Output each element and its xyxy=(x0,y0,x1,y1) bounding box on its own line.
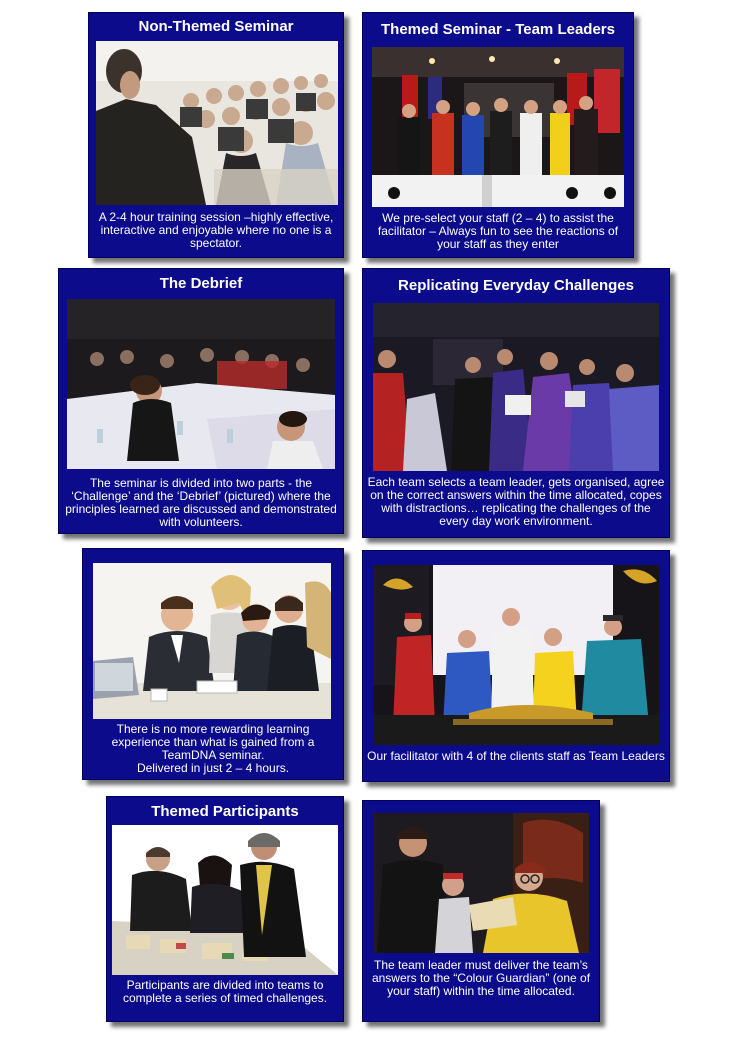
card-caption: Participants are divided into teams to complete a series of timed challenges. xyxy=(122,978,328,1005)
caption-line: There is no more rewarding learning experience than what is gained from a TeamDNA seminar. xyxy=(111,722,315,762)
card-caption: A 2-4 hour training session –highly effective, interactive and enjoyable where no one is a spectator. xyxy=(98,210,334,250)
seminar-card-debrief xyxy=(58,268,344,534)
photo-business-team xyxy=(93,563,331,719)
card-title: Non-Themed Seminar xyxy=(138,18,294,35)
seminar-card-themed-team-leaders xyxy=(362,12,634,258)
seminar-card-facilitator-team-leaders xyxy=(362,550,670,782)
card-caption: The seminar is divided into two parts - the ‘Challenge’ and the ‘Debrief’ (pictured) where the principles learned are discussed and demonstrated with volunteers. xyxy=(65,476,337,529)
seminar-card-rewarding-learning xyxy=(82,548,344,780)
photo-colour-guardian xyxy=(373,813,589,953)
photo-debrief-tables xyxy=(67,299,335,469)
seminar-card-non-themed xyxy=(88,12,344,258)
card-caption: We pre-select your staff (2 – 4) to assist the facilitator – Always fun to see the reactions of your staff as they enter xyxy=(377,211,619,251)
caption-line: Delivered in just 2 – 4 hours. xyxy=(136,761,290,775)
card-caption: Our facilitator with 4 of the clients staff as Team Leaders xyxy=(367,749,665,763)
card-title: Replicating Everyday Challenges xyxy=(398,277,634,294)
seminar-card-team-leader-delivery xyxy=(362,800,600,1022)
photo-themed-stage xyxy=(372,47,624,207)
card-title: Themed Seminar - Team Leaders xyxy=(381,21,615,38)
photo-presenter-audience xyxy=(96,41,338,205)
card-title: Themed Participants xyxy=(151,803,299,820)
card-caption: The team leader must deliver the team’s answers to the “Colour Guardian” (one of your staff) within the time allocated. xyxy=(371,958,591,998)
card-title: The Debrief xyxy=(159,275,243,292)
card-caption xyxy=(87,723,339,775)
seminar-card-themed-participants xyxy=(106,796,344,1022)
seminar-card-everyday-challenges xyxy=(362,268,670,538)
photo-team-challenge xyxy=(373,303,659,471)
card-caption: Each team selects a team leader, gets organised, agree on the correct answers within the time allocated, copes with distractions… replicating the challenges of the every day work environment. xyxy=(367,475,665,528)
photo-facilitator-costumes xyxy=(373,565,659,745)
photo-participants-costumes xyxy=(112,825,338,975)
